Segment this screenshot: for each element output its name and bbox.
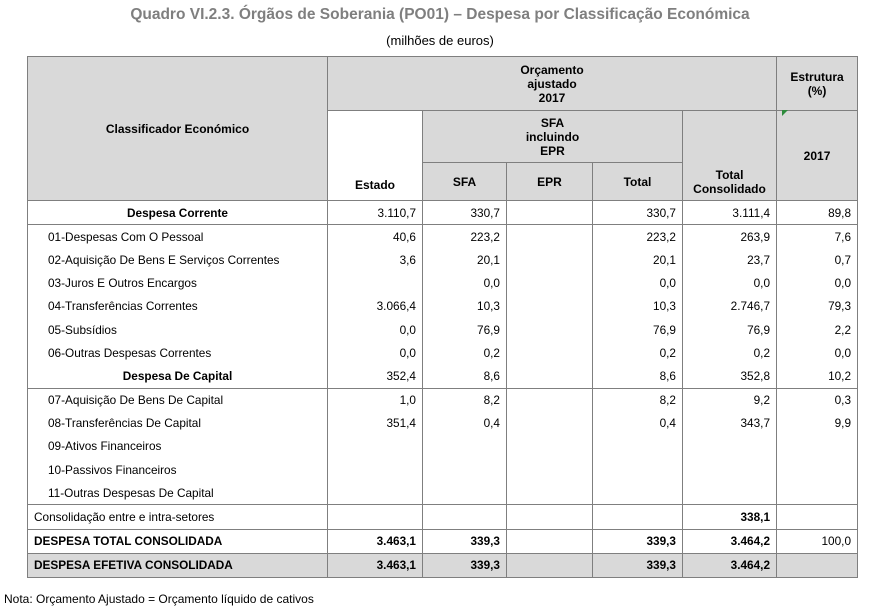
cell-consolidado: 2.746,7 [683,295,777,318]
cell-total: 0,0 [593,272,683,295]
cell-total: 20,1 [593,248,683,271]
row-label: 07-Aquisição De Bens De Capital [28,388,328,412]
cell-estado: 351,4 [328,412,423,435]
table-row [28,388,858,412]
header-estrutura [777,57,858,111]
table-row [28,553,858,577]
cell-total: 76,9 [593,318,683,341]
table-row [28,201,858,225]
cell-epr [507,341,593,364]
header-orcamento [328,57,777,111]
header-estrutura-line2: (%) [807,83,827,98]
cell-estado: 352,4 [328,364,423,388]
cell-estrutura: 100,0 [777,529,858,553]
cell-estrutura: 10,2 [777,364,858,388]
cell-epr [507,481,593,505]
header-orcamento-line1: Orçamento [520,62,584,77]
cell-sfa [423,481,507,505]
table-row [28,435,858,458]
table-title: Quadro VI.2.3. Órgãos de Soberania (PO01) – Despesa por Classificação Económica [130,6,750,23]
header-total-cons-line1: Total [715,168,744,182]
cell-consolidado: 352,8 [683,364,777,388]
table-row [28,529,858,553]
cell-consolidado: 3.464,2 [683,529,777,553]
comment-marker-icon [782,110,788,116]
row-label: 08-Transferências De Capital [28,412,328,435]
header-sfa-line3: EPR [540,143,565,158]
cell-epr [507,248,593,271]
header-year: 2017 [777,111,858,201]
cell-total: 339,3 [593,529,683,553]
cell-total: 0,2 [593,341,683,364]
row-label: 05-Subsídios [28,318,328,341]
cell-epr [507,553,593,577]
cell-sfa [423,458,507,481]
cell-estrutura [777,505,858,529]
row-label: 10-Passivos Financeiros [28,458,328,481]
cell-estrutura: 89,8 [777,201,858,225]
table-row [28,225,858,249]
cell-estado: 3,6 [328,248,423,271]
cell-estado: 3.463,1 [328,553,423,577]
header-orcamento-line2: ajustado [527,76,577,91]
table-row [28,318,858,341]
cell-total [593,505,683,529]
cell-sfa: 0,0 [423,272,507,295]
table-row [28,272,858,295]
header-orcamento-line3: 2017 [538,90,566,105]
cell-consolidado: 3.464,2 [683,553,777,577]
header-total: Total [593,163,683,201]
cell-estado: 40,6 [328,225,423,249]
header-sfa: SFA [423,163,507,201]
cell-consolidado: 9,2 [683,388,777,412]
cell-sfa: 0,2 [423,341,507,364]
cell-sfa: 8,6 [423,364,507,388]
cell-estado [328,272,423,295]
cell-estado: 0,0 [328,318,423,341]
cell-consolidado: 3.111,4 [683,201,777,225]
cell-consolidado [683,458,777,481]
table-row [28,295,858,318]
footnote: Nota: Orçamento Ajustado = Orçamento líquido de cativos [4,592,314,606]
cell-total [593,481,683,505]
cell-estrutura: 79,3 [777,295,858,318]
header-classificador: Classificador Económico [28,57,328,201]
row-label: DESPESA TOTAL CONSOLIDADA [28,529,328,553]
row-label: 09-Ativos Financeiros [28,435,328,458]
cell-epr [507,272,593,295]
cell-estrutura [777,435,858,458]
row-label: Despesa De Capital [28,364,328,388]
cell-total: 339,3 [593,553,683,577]
cell-sfa: 339,3 [423,529,507,553]
cell-estado: 3.110,7 [328,201,423,225]
table-row [28,341,858,364]
table-row [28,481,858,505]
cell-total [593,458,683,481]
cell-estrutura: 2,2 [777,318,858,341]
cell-consolidado: 0,0 [683,272,777,295]
cell-estado [328,458,423,481]
table-row [28,505,858,529]
expense-table [27,56,858,578]
cell-consolidado [683,435,777,458]
cell-sfa: 0,4 [423,412,507,435]
cell-total: 10,3 [593,295,683,318]
cell-total [593,435,683,458]
cell-estado [328,505,423,529]
cell-consolidado [683,481,777,505]
cell-consolidado: 343,7 [683,412,777,435]
cell-estado: 0,0 [328,341,423,364]
cell-total: 0,4 [593,412,683,435]
row-label: Despesa Corrente [28,201,328,225]
cell-estrutura: 0,0 [777,272,858,295]
cell-epr [507,295,593,318]
cell-estado: 3.463,1 [328,529,423,553]
cell-consolidado: 76,9 [683,318,777,341]
cell-consolidado: 0,2 [683,341,777,364]
cell-epr [507,201,593,225]
cell-estrutura [777,553,858,577]
row-label: 06-Outras Despesas Correntes [28,341,328,364]
cell-sfa: 8,2 [423,388,507,412]
cell-sfa: 223,2 [423,225,507,249]
cell-epr [507,318,593,341]
cell-epr [507,529,593,553]
header-epr: EPR [507,163,593,201]
cell-estrutura [777,481,858,505]
cell-consolidado: 23,7 [683,248,777,271]
header-total-cons-line2: Consolidado [693,182,766,196]
cell-sfa: 10,3 [423,295,507,318]
cell-total: 330,7 [593,201,683,225]
header-sfa-line2: incluindo [525,129,580,144]
cell-estado [328,435,423,458]
cell-sfa: 76,9 [423,318,507,341]
cell-total: 8,2 [593,388,683,412]
header-estrutura-line1: Estrutura [790,69,844,84]
cell-consolidado: 263,9 [683,225,777,249]
cell-estrutura: 0,3 [777,388,858,412]
cell-estado: 1,0 [328,388,423,412]
table-subtitle: (milhões de euros) [386,33,494,48]
row-label: 11-Outras Despesas De Capital [28,481,328,505]
header-sfa-line1: SFA [540,115,565,130]
cell-sfa: 20,1 [423,248,507,271]
cell-estrutura [777,458,858,481]
table-row [28,412,858,435]
row-label: 02-Aquisição De Bens E Serviços Correntes [28,248,328,271]
cell-sfa [423,435,507,458]
cell-estado [328,481,423,505]
cell-epr [507,458,593,481]
row-label: 04-Transferências Correntes [28,295,328,318]
cell-total: 223,2 [593,225,683,249]
cell-epr [507,435,593,458]
table-row [28,364,858,388]
header-estado: Estado [328,111,423,201]
cell-estrutura: 9,9 [777,412,858,435]
row-label: DESPESA EFETIVA CONSOLIDADA [28,553,328,577]
cell-epr [507,225,593,249]
cell-epr [507,505,593,529]
table-row [28,458,858,481]
cell-total: 8,6 [593,364,683,388]
header-sfa-group [423,111,683,163]
cell-estrutura: 7,6 [777,225,858,249]
row-label: 03-Juros E Outros Encargos [28,272,328,295]
cell-sfa: 339,3 [423,553,507,577]
cell-estrutura: 0,7 [777,248,858,271]
table-row [28,248,858,271]
cell-epr [507,412,593,435]
row-label: 01-Despesas Com O Pessoal [28,225,328,249]
cell-estado: 3.066,4 [328,295,423,318]
cell-sfa [423,505,507,529]
cell-estrutura: 0,0 [777,341,858,364]
cell-epr [507,364,593,388]
header-total-consolidado [683,111,777,201]
cell-consolidado: 338,1 [683,505,777,529]
cell-sfa: 330,7 [423,201,507,225]
row-label: Consolidação entre e intra-setores [28,505,328,529]
cell-epr [507,388,593,412]
